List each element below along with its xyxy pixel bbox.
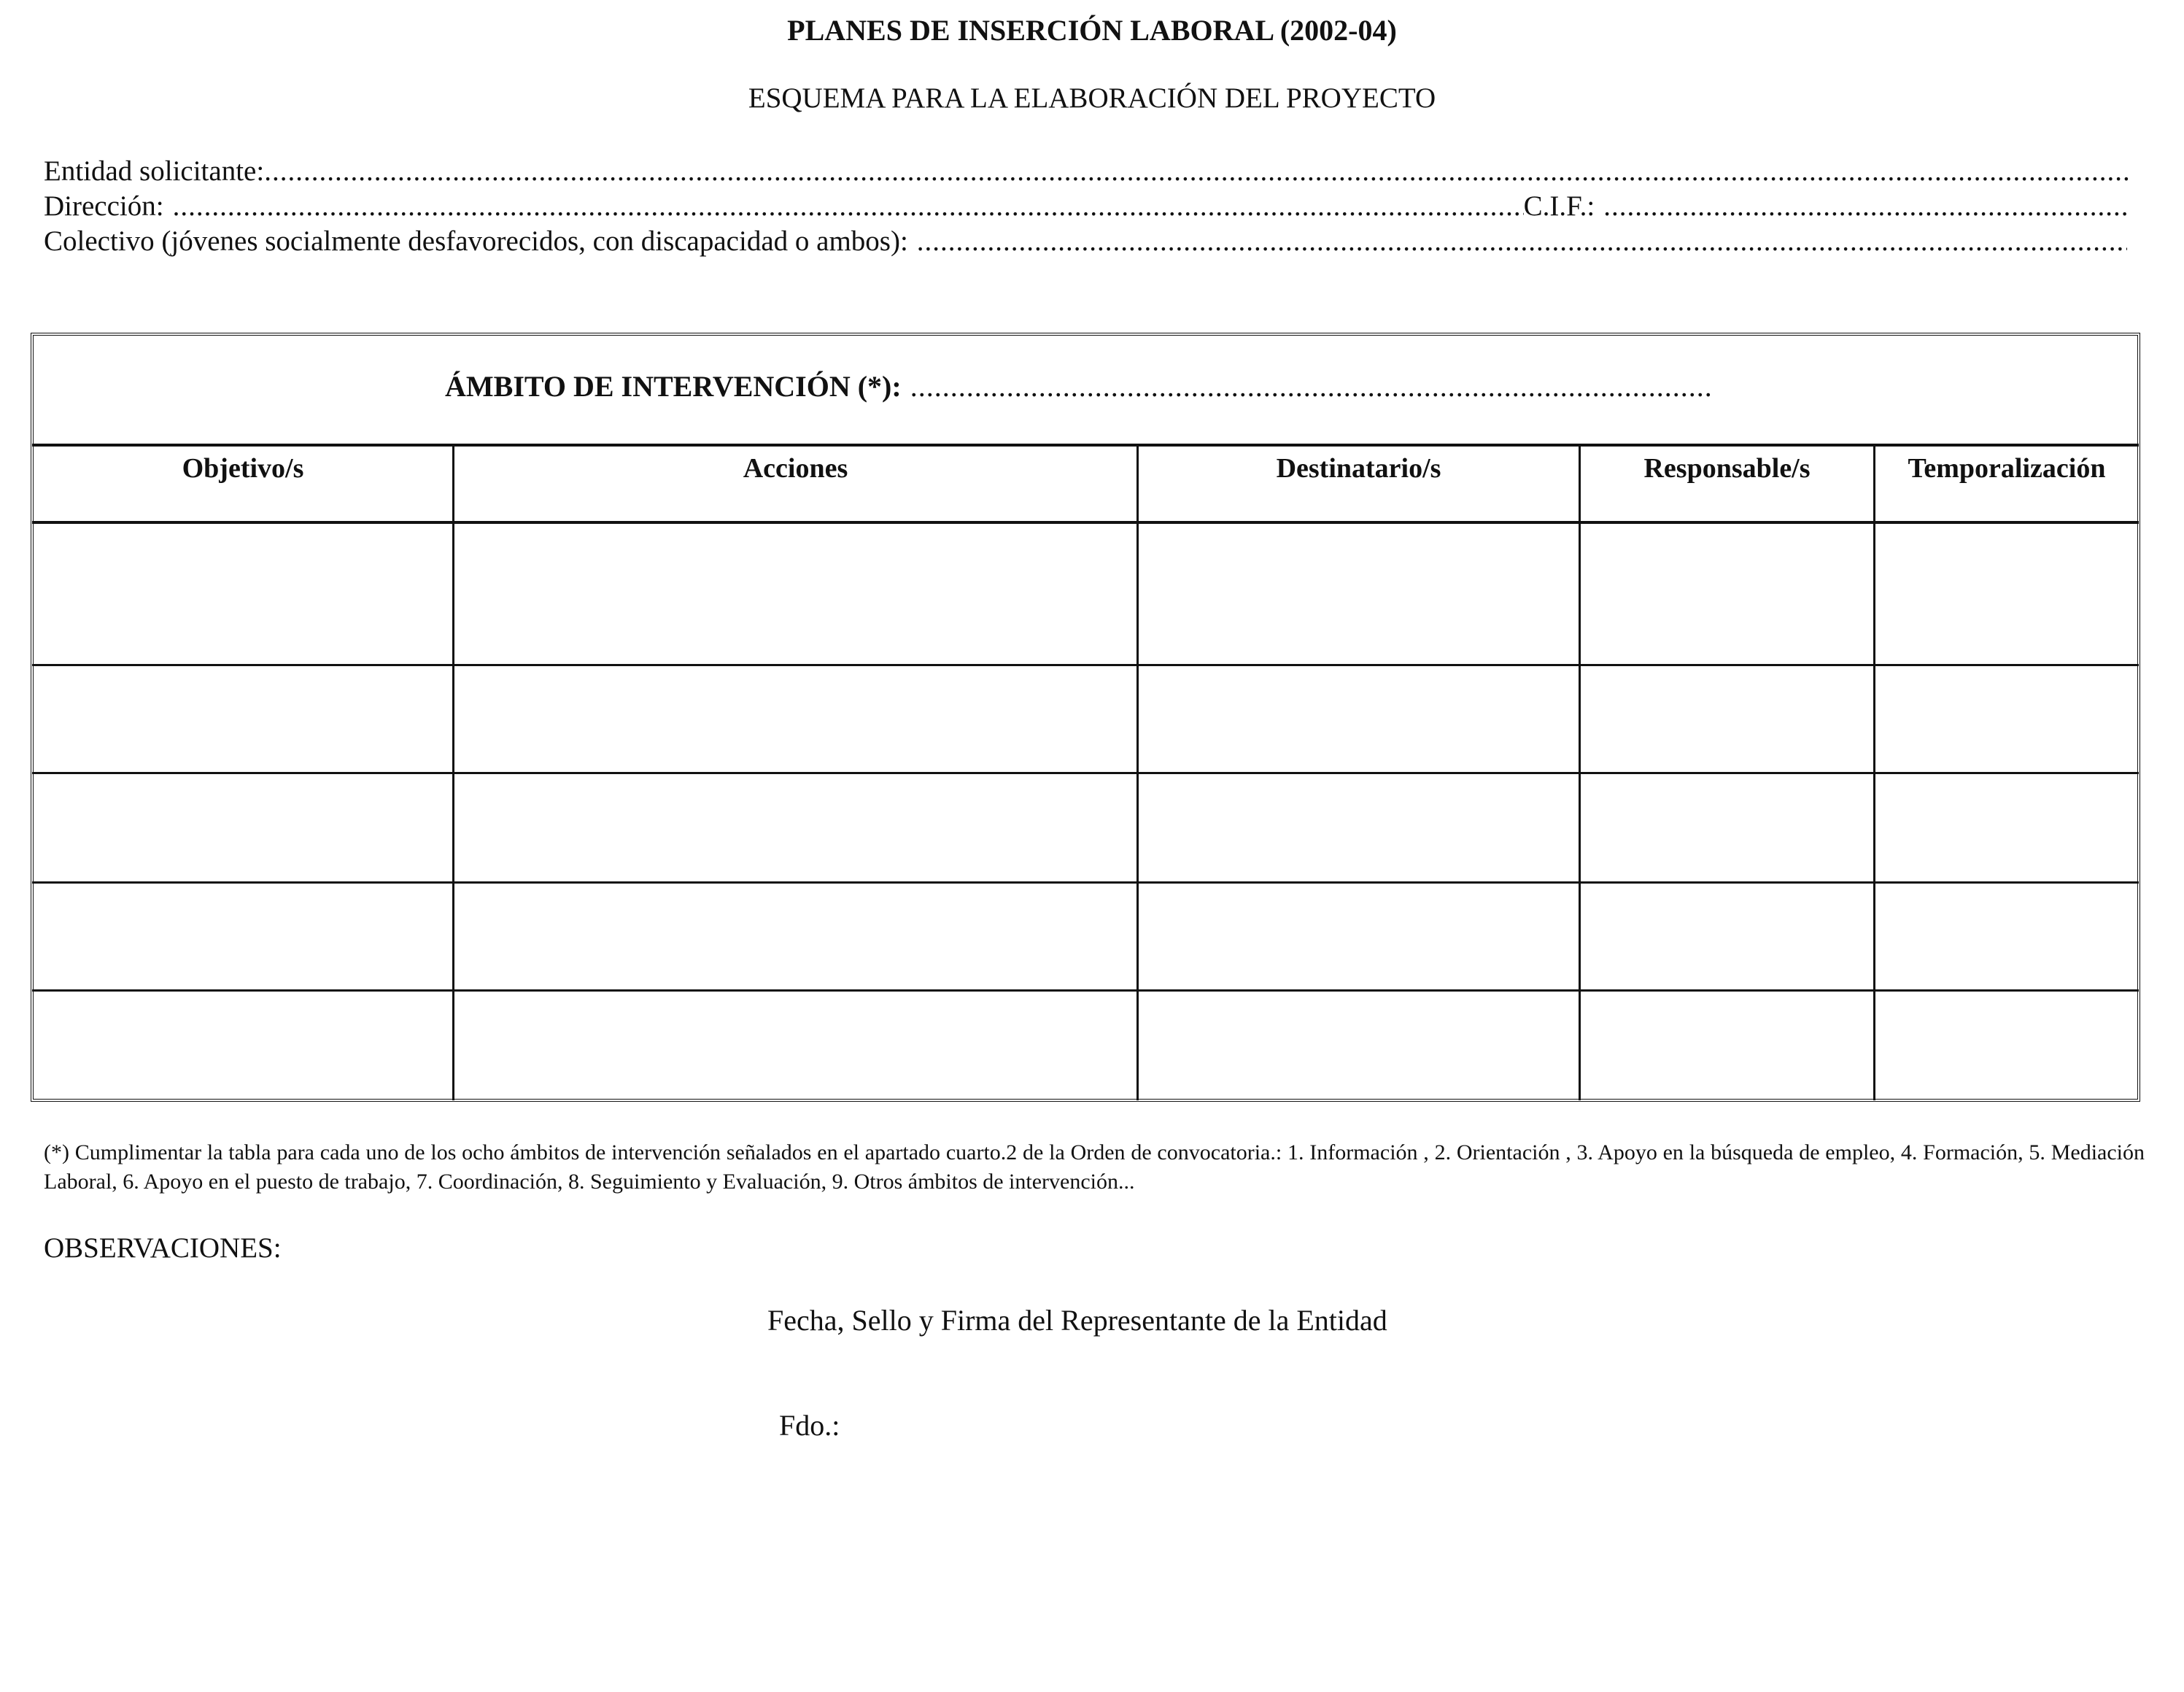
table-cell[interactable] [34, 884, 452, 989]
header-acciones: Acciones [743, 453, 848, 484]
table-cell[interactable] [1139, 666, 1579, 772]
ambito-label: ÁMBITO DE INTERVENCIÓN (*): [445, 370, 902, 403]
ambito-fill-line[interactable] [910, 369, 1714, 403]
cif-label: C.I.F.: [1523, 190, 1595, 222]
cif-fill-line[interactable] [1603, 190, 2127, 223]
table-cell[interactable] [34, 992, 452, 1100]
table-cell[interactable] [1139, 884, 1579, 989]
table-cell[interactable] [1875, 774, 2138, 881]
document-title: PLANES DE INSERCIÓN LABORAL (2002-04) [787, 14, 1397, 47]
header-temporalizacion: Temporalización [1908, 453, 2106, 484]
table-cell[interactable] [1139, 992, 1579, 1100]
table-cell[interactable] [34, 666, 452, 772]
table-cell[interactable] [1581, 666, 1873, 772]
table-cell[interactable] [454, 992, 1136, 1100]
ambito-field[interactable] [445, 369, 1714, 403]
observaciones-label: OBSERVACIONES: [44, 1232, 282, 1264]
table-cell[interactable] [1581, 884, 1873, 989]
table-cell[interactable] [1875, 992, 2138, 1100]
table-divider-ambito [32, 444, 2139, 447]
table-cell[interactable] [34, 774, 452, 881]
document-subtitle: ESQUEMA PARA LA ELABORACIÓN DEL PROYECTO [748, 82, 1436, 114]
header-objetivos: Objetivo/s [182, 453, 304, 484]
table-cell[interactable] [1139, 524, 1579, 664]
table-cell[interactable] [1581, 524, 1873, 664]
table-cell[interactable] [1875, 884, 2138, 989]
table-cell[interactable] [1139, 774, 1579, 881]
table-cell[interactable] [454, 774, 1136, 881]
entidad-field[interactable] [44, 155, 2130, 188]
entidad-fill-line[interactable] [264, 155, 2130, 188]
table-cell[interactable] [1875, 524, 2138, 664]
table-cell[interactable] [1581, 774, 1873, 881]
direccion-field[interactable] [44, 190, 2127, 223]
signature-caption: Fecha, Sello y Firma del Representante de la Entidad [767, 1304, 1387, 1337]
table-cell[interactable] [454, 666, 1136, 772]
header-responsables: Responsable/s [1643, 453, 1811, 484]
colectivo-fill-line[interactable] [917, 225, 2127, 258]
table-cell[interactable] [454, 524, 1136, 664]
header-destinatarios: Destinatario/s [1276, 453, 1441, 484]
colectivo-field[interactable] [44, 225, 2127, 258]
table-cell[interactable] [34, 524, 452, 664]
colectivo-label: Colectivo (jóvenes socialmente desfavorecidos, con discapacidad o ambos): [44, 225, 908, 257]
footnote: (*) Cumplimentar la tabla para cada uno de los ocho ámbitos de intervención señalados en el apartado cuarto.2 de la Orden de convocatoria.: 1. Información , 2. Orientación , 3. Apoyo en la búsqueda de empleo, 4. Formación, 5. Mediación Laboral, 6. Apoyo en el puesto de trabajo, 7. Coordinación, 8. Seguimiento y Evaluación, 9. Otros ámbitos de intervención... [44, 1140, 2145, 1194]
table-cell[interactable] [1875, 666, 2138, 772]
direccion-label: Dirección: [44, 190, 164, 222]
table-cell[interactable] [454, 884, 1136, 989]
table-cell[interactable] [1581, 992, 1873, 1100]
direccion-fill-line[interactable] [173, 190, 1524, 223]
fdo-label: Fdo.: [779, 1409, 840, 1442]
entidad-label: Entidad solicitante: [44, 155, 265, 187]
